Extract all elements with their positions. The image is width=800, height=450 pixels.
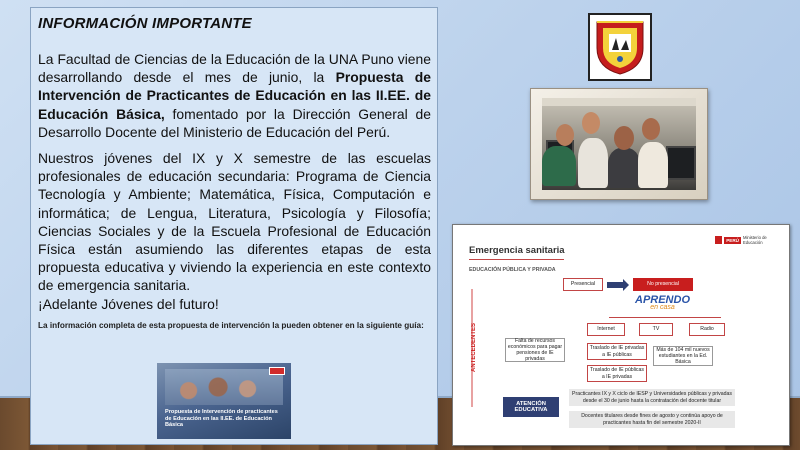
emergency-slide [452,224,790,446]
guide-cover-title: Propuesta de Intervención de practicantes de Educación en las II.EE. de Educación Básica [165,409,278,429]
falta-recursos-box: Falta de recursos económicos para pagar pensiones de IE privadas [505,338,565,362]
guide-cover-link[interactable] [157,363,291,439]
atencion-educativa-box: ATENCIÓN EDUCATIVA [503,397,559,417]
aprendo-en-casa-logo [635,294,690,311]
paragraph-1-text-a: La Facultad de Ciencias de la Educación de la UNA Puno viene desarrollando desde el mes de junio, la [38,51,431,86]
arrow-right-icon [607,282,623,288]
practicantes-box: Practicantes IX y X ciclo de IESP y Universidades públicas y privadas desde el 30 de junio hasta la contratación del docente titular [569,389,735,406]
peru-shield-icon [715,236,722,244]
nuevos-estudiantes-box: Más de 104 mil nuevos estudiantes en la Ed. Básica [653,346,713,366]
student-figure [582,112,600,134]
monitor-shape [666,146,696,180]
students-photo [542,98,696,190]
title-underline [469,259,564,260]
paragraph-1 [38,50,431,141]
traslado-publicas-box: Traslado de IE públicas a IE privadas [587,365,647,382]
traslado-privadas-box: Traslado de IE privadas a IE públicas [587,343,647,360]
presencial-box: Presencial [563,278,603,291]
docentes-box: Docentes titulares desde fines de agosto y continúa apoyo de practicantes hasta fin del semestre 2020-II [569,411,735,428]
university-shield-icon [593,18,647,76]
paragraph-1-text-b: fomentado por la Dirección General de Desarrollo Docente del Ministerio de Educación del Perú. [38,105,431,140]
tv-box: TV [639,323,673,336]
internet-box: Internet [587,323,625,336]
en-casa-text: en casa [650,304,675,311]
paragraph-1-bold: Propuesta de Intervención de Practicantes de Educación en las II.EE. de Educación Básica, [38,69,432,122]
guide-cover-photo [165,369,283,405]
student-figure [578,138,608,188]
panel-title: INFORMACIÓN IMPORTANTE [38,15,252,32]
student-figure [542,146,576,186]
antecedentes-label: ANTECEDENTES [471,323,477,373]
paragraph-2: Nuestros jóvenes del IX y X semestre de las escuelas profesionales de educación secundaria: Programa de Ciencia Tecnología y Ambiente; Matemática, Física, Computación e informática; de Lengua, Literatura, Psicología y Filosofía; Ciencias Sociales y de la Escuela Profesional de Educación Física están asumiendo las diferentes etapas de esta propuesta educativa y viviendo la experiencia en este contexto de emergencia sanitaria. [38,150,431,294]
peru-label: PERÚ [726,237,739,243]
ministry-logo-icon [269,367,285,375]
ceiling [542,98,696,106]
paragraph-3: ¡Adelante Jóvenes del futuro! [38,295,219,312]
students-photo-frame [530,88,708,200]
ministry-label: Ministerio de Educación [743,235,767,245]
peru-ministry-logo [715,235,777,245]
university-emblem [588,13,652,81]
student-figure [608,148,640,188]
info-panel [30,7,438,445]
radio-box: Radio [689,323,725,336]
slide-title: Emergencia sanitaria [469,245,565,256]
student-figure [638,142,668,188]
aprendo-text: APRENDO [635,294,691,306]
no-presencial-box: No presencial [633,278,693,291]
guide-note: La información completa de esta propuesta de intervención la pueden obtener en la siguiente guía: [38,320,424,330]
connector-line [609,317,721,318]
student-figure [614,126,634,150]
student-figure [556,124,574,146]
student-figure [642,118,660,140]
slide-subtitle: EDUCACIÓN PÚBLICA Y PRIVADA [469,267,556,273]
